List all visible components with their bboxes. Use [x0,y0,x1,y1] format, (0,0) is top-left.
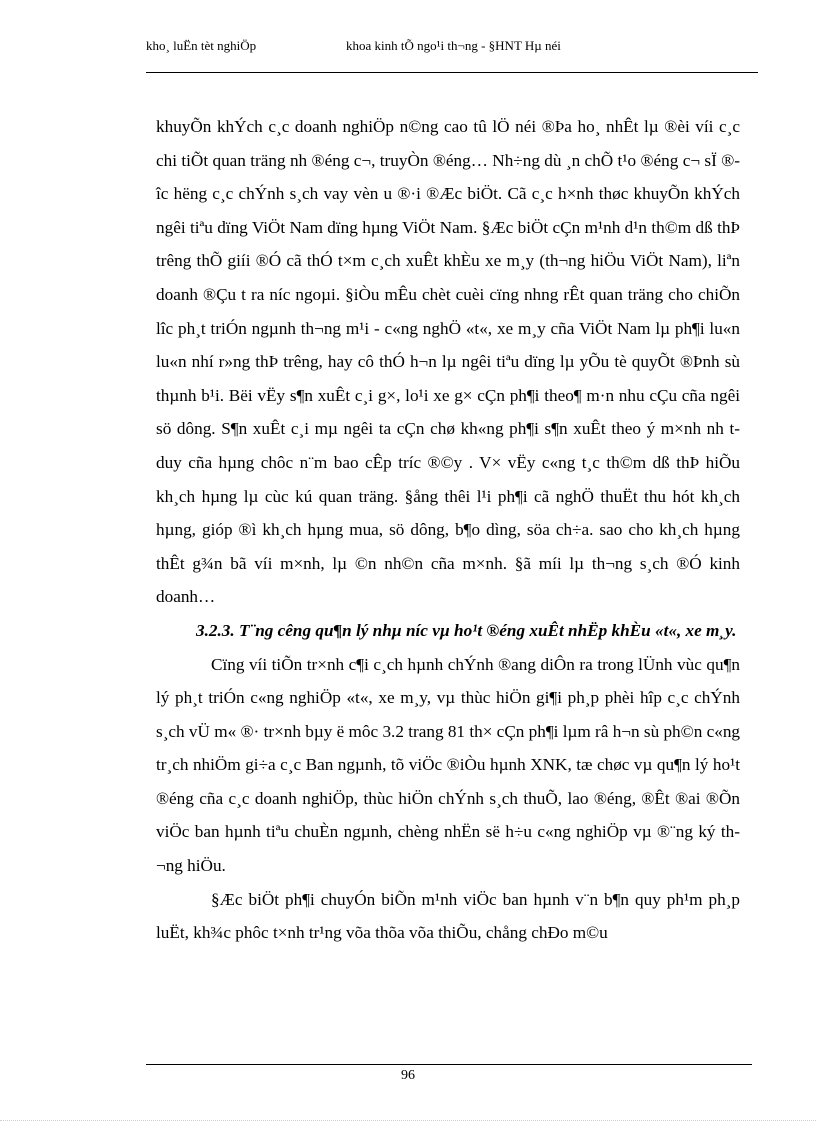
running-header [146,38,758,58]
page-body [156,110,740,950]
section-heading: 3.2.3. T¨ng cêng qu¶n lý nhµ níc vµ ho¹t ®éng xuÊt nhËp khÈu «t«, xe m¸y. [196,620,737,640]
body-paragraph-1: khuyÕn khÝch c¸c doanh nghiÖp n©ng cao tû lÖ néi ®Þa ho¸ nhÊt lµ ®èi víi c¸c chi tiÕt quan träng nh ®éng c¬, truyÒn ®éng… Nh÷ng dù ¸n chÕ t¹o ®éng c¬ sÏ ®îc hëng c¸c chÝnh s¸ch vay vèn u ®·i ®Æc biÖt. Cã c¸c h×nh thøc khuyÕn khÝch ngêi tiªu dïng ViÖt Nam dïng hµng ViÖt Nam. §Æc biÖt cÇn m¹nh d¹n th©m dß thÞ trêng thÕ giíi ®Ó cã thÓ t×m c¸ch xuÊt khÈu xe m¸y (th¬ng hiÖu ViÖt Nam), liªn doanh ®Çu t ra níc ngoµi. §iÒu mÊu chèt cuèi cïng nhng rÊt quan träng cho chiÕn lîc ph¸t triÓn ngµnh th¬ng m¹i - c«ng nghÖ «t«, xe m¸y cña ViÖt Nam lµ ph¶i lu«n lu«n nhí r»ng thÞ trêng, hay cô thÓ h¬n lµ ngêi tiªu dïng lµ yÕu tè quyÕt ®Þnh sù thµnh b¹i. Bëi vËy s¶n xuÊt c¸i g×, lo¹i xe g× cÇn ph¶i theo¶ m·n nhu cÇu cña ngêi sö dông. S¶n xuÊt c¸i mµ ngêi ta cÇn chø kh«ng ph¶i s¶n xuÊt theo ý m×nh nh t duy cña hµng chôc n¨m bao cÊp tríc ®©y . V× vËy c«ng t¸c th©m dß thÞ hiÕu kh¸ch hµng lµ cùc kú quan träng. §ång thêi l¹i ph¶i cã nghÖ thuËt thu hót kh¸ch hµng, gióp ®ì kh¸ch hµng mua, sö dông, b¶o dìng, söa ch÷a. sao cho kh¸ch hµng thÊt g¾n bã víi m×nh, lµ ©n nh©n cña m×nh. §ã míi lµ th¬ng s¸ch ®Ó kinh doanh… [156,117,740,607]
header-thesis-label: kho¸ luËn tèt nghiÖp [146,38,257,53]
body-paragraph-2: Cïng víi tiÕn tr×nh c¶i c¸ch hµnh chÝnh ®ang diÔn ra trong lÜnh vùc qu¶n lý ph¸t triÓn c«ng nghiÖp «t«, xe m¸y, vµ thùc hiÖn gi¶i ph¸p phèi hîp c¸c chÝnh s¸ch vÜ m« ®· tr×nh bµy ë môc 3.2 trang 81 th× cÇn ph¶i lµm râ h¬n sù ph©n c«ng tr¸ch nhiÖm gi÷a c¸c Ban ngµnh, tõ viÖc ®iÒu hµnh XNK, tæ chøc vµ qu¶n lý ho¹t ®éng cña c¸c doanh nghiÖp, thùc hiÖn chÝnh s¸ch thuÕ, lao ®éng, ®Êt ®ai ®Õn viÖc ban hµnh tiªu chuÈn ngµnh, chèng nhËn së h÷u c«ng nghiÖp vµ ®¨ng ký th¬ng hiÖu. [156,654,741,876]
page-number: 96 [401,1068,415,1083]
header-faculty-label: khoa kinh tÕ ngo¹i th¬ng - §HNT Hµ néi [346,38,561,53]
header-divider [146,72,758,73]
footer-divider [146,1064,752,1065]
page-bottom-edge [0,1120,816,1121]
body-paragraph-3: §Æc biÖt ph¶i chuyÓn biÕn m¹nh viÖc ban hµnh v¨n b¶n quy ph¹m ph¸p luËt, kh¾c phôc t×nh tr¹ng võa thõa võa thiÕu, chång chÐo m©u [156,889,740,943]
